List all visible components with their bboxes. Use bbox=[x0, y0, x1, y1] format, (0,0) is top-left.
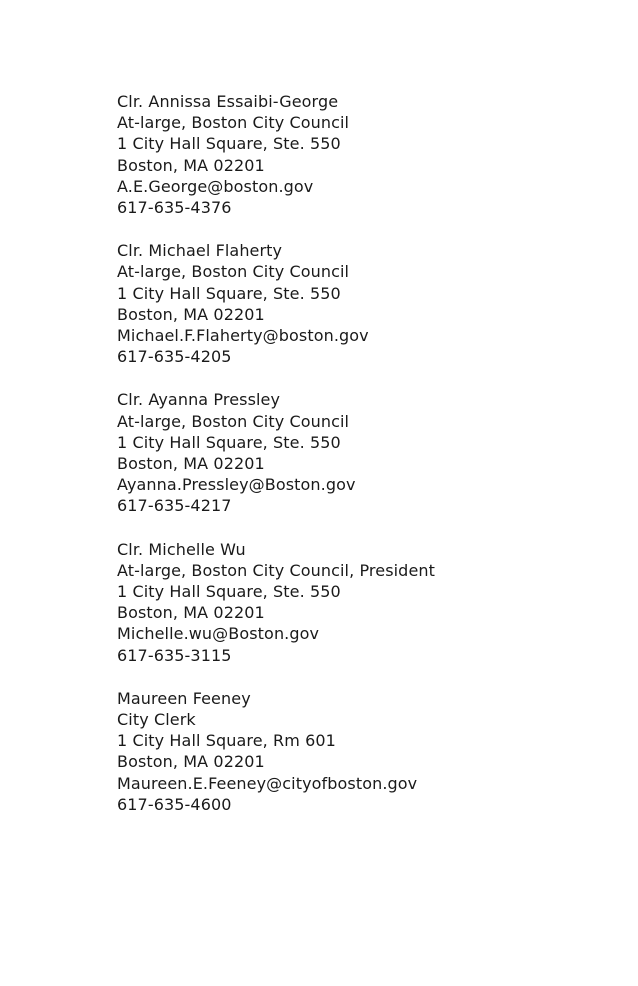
contact-name: Clr. Ayanna Pressley bbox=[117, 390, 281, 410]
contact-email: Michael.F.Flaherty@boston.gov bbox=[117, 326, 369, 346]
contact-entry bbox=[117, 539, 597, 666]
contact-phone: 617-635-4600 bbox=[117, 794, 232, 814]
contact-phone: 617-635-4217 bbox=[117, 496, 232, 516]
contact-title: City Clerk bbox=[117, 710, 196, 730]
contact-list bbox=[117, 91, 597, 837]
contact-title: At-large, Boston City Council bbox=[117, 262, 350, 282]
contact-name: Clr. Annissa Essaibi-George bbox=[117, 92, 339, 111]
contact-city: Boston, MA 02201 bbox=[117, 155, 265, 175]
contact-entry bbox=[117, 688, 597, 815]
contact-phone: 617-635-3115 bbox=[117, 645, 232, 665]
contact-entry bbox=[117, 240, 597, 367]
contact-city: Boston, MA 02201 bbox=[117, 454, 265, 474]
contact-entry bbox=[117, 91, 597, 218]
contact-email: Ayanna.Pressley@Boston.gov bbox=[117, 475, 356, 495]
contact-name: Maureen Feeney bbox=[117, 688, 251, 708]
contact-email: Michelle.wu@Boston.gov bbox=[117, 624, 320, 644]
contact-city: Boston, MA 02201 bbox=[117, 752, 265, 772]
contact-email: Maureen.E.Feeney@cityofboston.gov bbox=[117, 773, 418, 793]
contact-title: At-large, Boston City Council bbox=[117, 411, 350, 431]
contact-title: At-large, Boston City Council bbox=[117, 113, 350, 133]
contact-address: 1 City Hall Square, Rm 601 bbox=[117, 731, 336, 751]
contact-address: 1 City Hall Square, Ste. 550 bbox=[117, 134, 341, 154]
contact-email: A.E.George@boston.gov bbox=[117, 176, 314, 196]
contact-entry bbox=[117, 389, 597, 516]
contact-city: Boston, MA 02201 bbox=[117, 304, 265, 324]
contact-phone: 617-635-4376 bbox=[117, 198, 232, 218]
contact-name: Clr. Michelle Wu bbox=[117, 539, 246, 559]
contact-address: 1 City Hall Square, Ste. 550 bbox=[117, 283, 341, 303]
contact-phone: 617-635-4205 bbox=[117, 347, 232, 367]
contact-title: At-large, Boston City Council, President bbox=[117, 560, 435, 580]
contact-address: 1 City Hall Square, Ste. 550 bbox=[117, 432, 341, 452]
contact-city: Boston, MA 02201 bbox=[117, 603, 265, 623]
contact-address: 1 City Hall Square, Ste. 550 bbox=[117, 582, 341, 602]
contact-name: Clr. Michael Flaherty bbox=[117, 241, 283, 261]
